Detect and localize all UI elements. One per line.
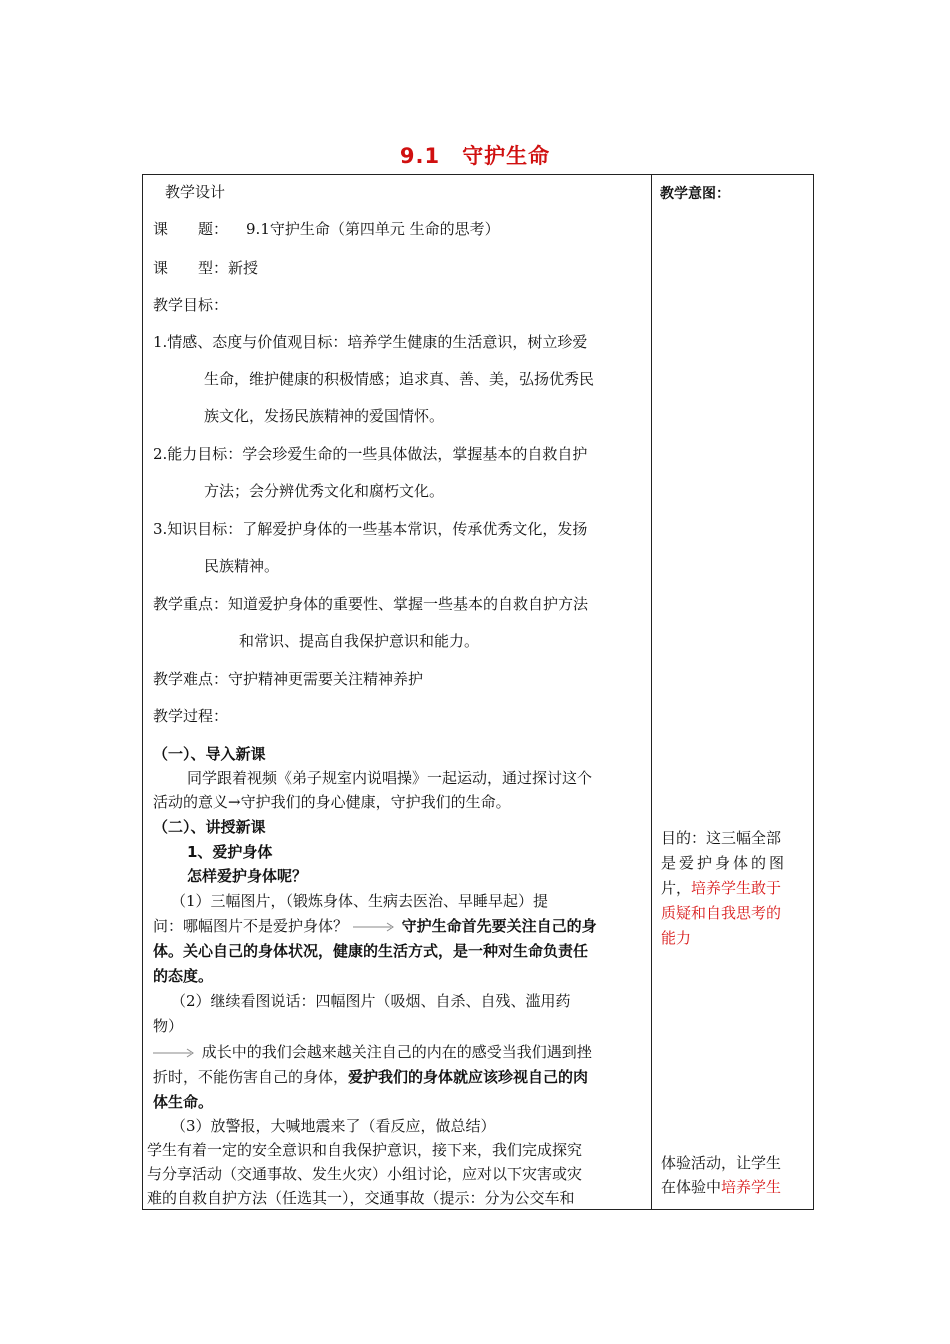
p2-line2: 物） (153, 1017, 184, 1035)
design-label: 教学设计 (165, 183, 226, 201)
type-label: 课 型： (153, 259, 229, 277)
p1-line2-question: 问：哪幅图片不是爱护身体？ (153, 917, 349, 935)
note1-line2: 是爱护身体的图 (661, 854, 788, 872)
goal3-line2: 民族精神。 (204, 557, 280, 575)
process-label: 教学过程： (153, 707, 229, 725)
arrow-right-icon (353, 921, 397, 933)
p2-line3 (153, 1041, 592, 1062)
note1-line1: 目的：这三幅全部 (661, 829, 782, 847)
p2-line5: 体生命。 (153, 1093, 214, 1111)
note1-line4: 质疑和自我思考的 (661, 904, 782, 922)
p2-line4-emphasis: 爱护我们的身体就应该珍视自己的肉 (348, 1068, 589, 1086)
lesson-table (142, 174, 814, 1210)
arrow-right-icon (153, 1047, 197, 1059)
note2-line1: 体验活动，让学生 (661, 1154, 782, 1172)
p1-line3: 体。关心自己的身体状况，健康的生活方式，是一种对生命负责任 (153, 942, 589, 960)
subsection1-question: 怎样爱护身体呢？ (187, 867, 308, 885)
topic-value: 9.1守护生命（第四单元 生命的思考） (246, 220, 500, 238)
p2-line3-text: 成长中的我们会越来越关注自己的内在的感受当我们遇到挫 (201, 1043, 592, 1061)
key-point-row (153, 593, 588, 614)
goal1-line1-text: 1.情感、态度与价值观目标：培养学生健康的生活意识，树立珍爱 (153, 333, 588, 351)
key-point-line2: 和常识、提高自我保护意识和能力。 (239, 632, 480, 650)
goals-label: 教学目标： (153, 296, 229, 314)
type-value: 新授 (228, 259, 259, 277)
section1-heading: （一）、导入新课 (153, 745, 266, 763)
p3-line3: 与分享活动（交通事故、发生火灾）小组讨论，应对以下灾害或灾 (147, 1165, 583, 1183)
section1-para-line1: 同学跟着视频《弟子规室内说唱操》一起运动，通过探讨这个 (187, 769, 593, 787)
p3-line1: （3）放警报，大喊地震来了（看反应，做总结） (171, 1117, 496, 1135)
p2-line1: （2）继续看图说话：四幅图片（吸烟、自杀、自残、滥用药 (171, 992, 571, 1010)
p3-line4: 难的自救自护方法（任选其一），交通事故（提示：分为公交车和 (147, 1189, 575, 1207)
goal3-line1: 3.知识目标：了解爱护身体的一些基本常识，传承优秀文化，发扬 (153, 520, 588, 538)
goal1-line2: 生命，维护健康的积极情感；追求真、善、美，弘扬优秀民 (204, 370, 595, 388)
p3-line2: 学生有着一定的安全意识和自我保护意识，接下来，我们完成探究 (147, 1141, 583, 1159)
type-row (153, 257, 258, 278)
p2-line4-plain: 折时，不能伤害自己的身体， (153, 1068, 349, 1086)
subsection1-heading: 1、爱护身体 (187, 843, 273, 861)
difficulty-row (153, 668, 423, 689)
note1-line3 (661, 877, 781, 898)
difficulty-label: 教学难点： (153, 670, 229, 688)
goal2-line2: 方法；会分辨优秀文化和腐朽文化。 (204, 482, 445, 500)
note1-line3-plain: 片， (661, 879, 692, 897)
p1-line4: 的态度。 (153, 967, 214, 985)
note2-line2-highlight: 培养学生 (721, 1178, 782, 1196)
difficulty-text: 守护精神更需要关注精神养护 (228, 670, 424, 688)
note2-line2 (661, 1176, 781, 1197)
section2-heading: （二）、讲授新课 (153, 818, 266, 836)
note2-line2-plain: 在体验中 (661, 1178, 722, 1196)
goal1-line1 (153, 331, 639, 352)
p1-line1: （1）三幅图片，（锻炼身体、生病去医治、早睡早起）提 (171, 892, 549, 910)
p2-line4 (153, 1066, 588, 1087)
goal2-line1: 2.能力目标：学会珍爱生命的一些具体做法，掌握基本的自救自护 (153, 445, 588, 463)
page-title: 9.1 守护生命 (399, 144, 551, 168)
column-divider (651, 175, 652, 1209)
p1-line2-emphasis: 守护生命首先要关注自己的身 (401, 917, 597, 935)
topic-label: 课 题： (153, 220, 229, 238)
key-point-label: 教学重点： (153, 595, 229, 613)
section1-para-line2: 活动的意义→守护我们的身心健康，守护我们的生命。 (153, 793, 511, 811)
goal1-line3: 族文化，发扬民族精神的爱国情怀。 (204, 407, 445, 425)
key-point-text: 知道爱护身体的重要性、掌握一些基本的自救自护方法 (228, 595, 589, 613)
intent-header: 教学意图： (660, 186, 730, 202)
p1-line2 (153, 915, 597, 936)
note1-line5: 能力 (661, 929, 692, 947)
note1-line3-highlight: 培养学生敢于 (691, 879, 782, 897)
topic-row (153, 218, 500, 239)
